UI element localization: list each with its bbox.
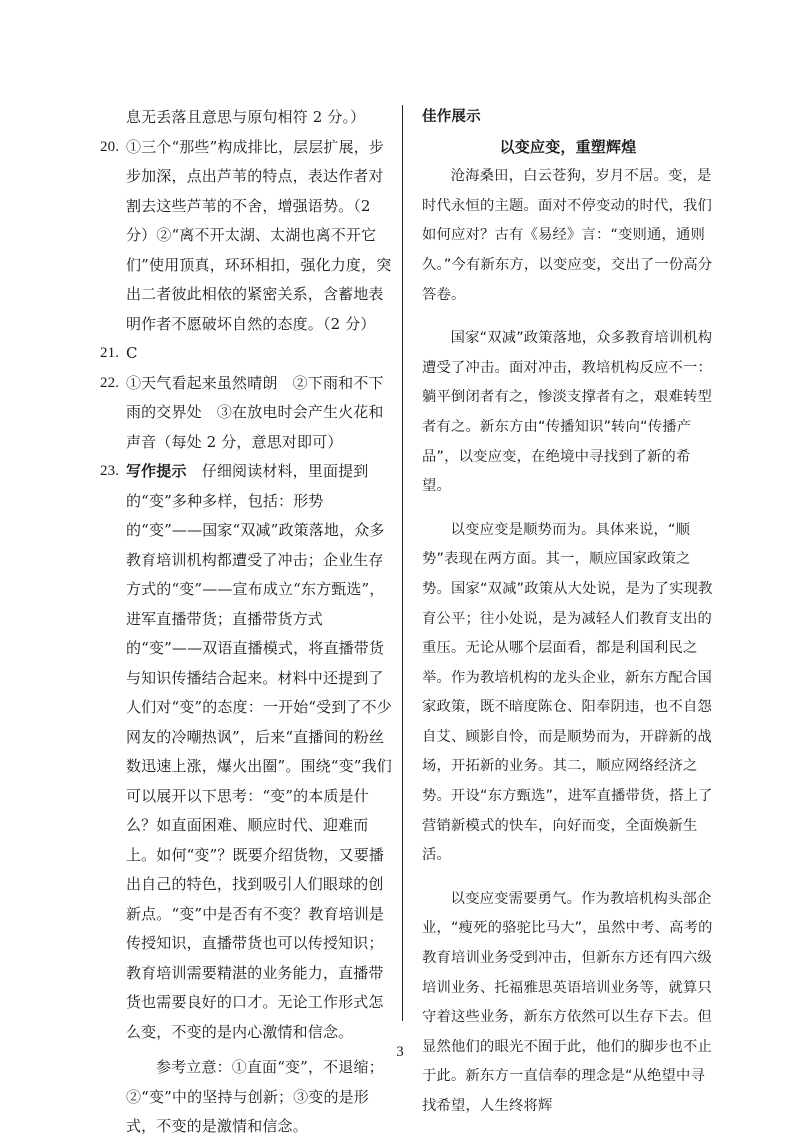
item-number: 22.	[100, 374, 120, 391]
essay-paragraph: 以变应变是顺势而为。具体来说，“顺势”表现在两方面。其一，顺应国家政策之势。国家“双减”政策从大处说，是为了实现教育公平；往小处说，是为减轻人们教育支出的重压。无论从哪个层面看，都是利国利民之举。作为教培机构的龙头企业，新东方配合国家政策，既不暗度陈仓、阳奉阴违，也不自怨自艾、顾影自怜，而是顺势而为，开辟新的战场，开拓新的业务。其二，顺应网络经济之势。开设“东方甄选”，进军直播带货，搭上了营销新模式的快车，向好而变，全面焕新生活。	[422, 521, 713, 864]
item-text: ①天气看起来虽然晴朗 ②下雨和不下雨的交界处 ③在放电时会产生火花和声音（每处 2 分，意思对即可）	[126, 373, 384, 451]
item-number: 23.	[100, 463, 120, 479]
answer-key-column	[100, 103, 396, 1142]
answer-item-22	[100, 369, 396, 458]
page-number: 3	[396, 1044, 404, 1060]
reference-ideas: 参考立意：①直面“变”，不退缩；②“变”中的坚持与创新；③变的是形式，不变的是激情和信念。	[126, 1058, 384, 1135]
section-label: 佳作展示	[422, 109, 481, 125]
item-text: C	[126, 344, 138, 362]
answer-item-23	[100, 457, 396, 1142]
sample-essay-column	[422, 103, 714, 1136]
answer-item-21	[100, 339, 396, 369]
item-number: 21.	[100, 345, 120, 361]
writing-tip-text: 仔细阅读材料，里面提到的“变”多种多样，包括：形势的“变”——国家“双减”政策落地，众多教育培训机构都遭受了冲击；企业生存方式的“变”——宣布成立“东方甄选”，进军直播带货；直播带货方式的“变”——双语直播模式，将直播带货与知识传播结合起来。材料中还提到了人们对“变”的态度：一开始“受到了不少网友的冷嘲热讽”，后来“直播间的粉丝数迅速上涨，爆火出圈”。围绕“变”我们可以展开以下思考：“变”的本质是什么？如直面困难、顺应时代、迎难而上。如何“变”？既要介绍货物，又要播出自己的特色，找到吸引人们眼球的创新点。“变”中是否有不变？教育培训是传授知识，直播带货也可以传授知识；教育培训需要精湛的业务能力，直播带货也需要良好的口才。无论工作形式怎么变，不变的是内心激情和信念。	[126, 462, 392, 1041]
essay-paragraph: 沧海桑田，白云苍狗，岁月不居。变，是时代永恒的主题。面对不停变动的时代，我们如何应对？古有《易经》言：“变则通，通则久。”今有新东方，以变应变，交出了一份高分答卷。	[422, 168, 713, 303]
essay-title: 以变应变，重塑辉煌	[499, 137, 637, 156]
answer-continuation: 息无丢落且意思与原句相符 2 分。）	[126, 108, 366, 126]
writing-tip-label: 写作提示	[126, 462, 187, 480]
answer-item-20	[100, 133, 396, 340]
item-text: ①三个“那些”构成排比，层层扩展，步步加深，点出芦苇的特点，表达作者对割去这些芦苇的不舍，增强语势。（2 分）②“离不开太湖、太湖也离不开它们”使用顶真，环环相扣，强化力度，突出二者彼此相依的紧密关系，含蓄地表明作者不愿破坏自然的态度。（2 分）	[126, 137, 392, 333]
column-divider	[402, 105, 403, 1021]
item-text	[126, 457, 396, 1142]
essay-paragraph: 国家“双减”政策落地，众多教育培训机构遭受了冲击。面对冲击，教培机构反应不一：躺平倒闭者有之，惨淡支撑者有之，艰难转型者有之。新东方由“传播知识”转向“传播产品”，以变应变，在绝境中寻找到了新的希望。	[422, 330, 713, 495]
item-number: 20.	[100, 138, 120, 155]
essay-paragraph: 以变应变需要勇气。作为教培机构头部企业，“瘦死的骆驼比马大”，虽然中考、高考的教育培训业务受到冲击，但新东方还有四六级培训业务、托福雅思英语培训业务等，就算只守着这些业务，新东方依然可以生存下去。但显然他们的眼光不囿于此，他们的脚步也不止于此。新东方一直信奉的理念是“从绝望中寻找希望，人生终将辉	[422, 890, 713, 1114]
